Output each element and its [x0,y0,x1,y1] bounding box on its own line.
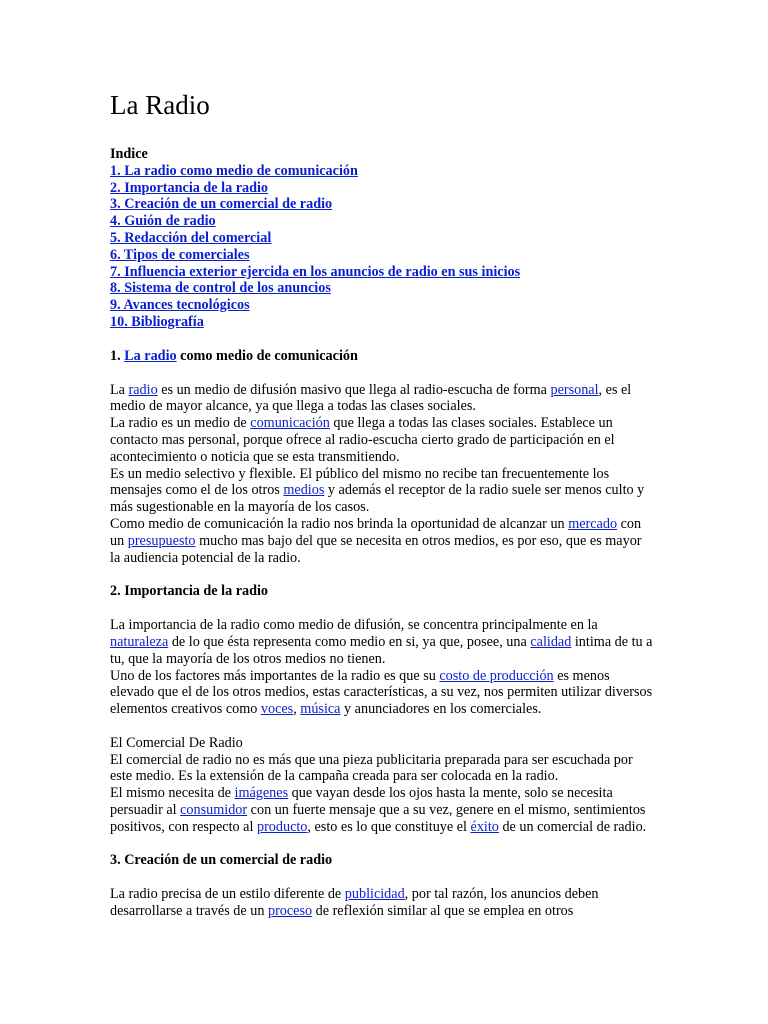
toc-link-4[interactable]: 4. Guión de radio [110,213,216,230]
text-run: Uno de los factores más importantes de la radio es que su [110,667,440,684]
text-run: es un medio de difusión masivo que llega al radio-escucha de forma [157,381,551,398]
toc-link-5[interactable]: 5. Redacción del comercial [110,229,272,246]
text-run: Es un medio selectivo y flexible. El público del mismo no recibe tan frecuentemente los mensajes como el de los otros [110,465,610,499]
inline-link[interactable]: comunicación [250,415,330,432]
section-3-heading: 3. Creación de un comercial de radio [110,852,333,869]
paragraph [110,516,655,566]
inline-link[interactable]: imágenes [234,785,289,802]
text-run: intima de tu a tu, que la mayoría de los otros medios no tienen. [110,633,653,667]
toc-heading: Indice [110,146,148,162]
text-run: El comercial de radio no es más que una pieza publicitaria preparada para ser escuchada por este medio. Es la extensión de la campaña creada para ser colocada en la radio. [110,751,633,785]
toc-link-9[interactable]: 9. Avances tecnológicos [110,297,250,314]
text-run: La [110,381,129,398]
paragraph [110,668,655,718]
section-2-heading: 2. Importancia de la radio [110,583,269,600]
text-run: La radio es un medio de [110,415,251,432]
toc-link-10[interactable]: 10. Bibliografía [110,313,204,330]
toc-link-1[interactable]: 1. La radio como medio de comunicación [110,162,358,179]
text-run: , [293,701,301,718]
toc-link-6[interactable]: 6. Tipos de comerciales [110,246,250,263]
inline-link[interactable]: proceso [267,903,313,920]
inline-link[interactable]: medios [283,482,325,499]
toc-link-2[interactable]: 2. Importancia de la radio [110,179,269,196]
inline-link[interactable]: presupuesto [127,532,196,549]
toc-link-8[interactable]: 8. Sistema de control de los anuncios [110,280,331,297]
subheading: El Comercial De Radio [110,734,243,751]
page-title: La Radio [110,90,210,120]
paragraph [110,785,655,835]
text-run: Como medio de comunicación la radio nos brinda la oportunidad de alcanzar un [110,515,569,532]
paragraph [110,415,655,465]
text-run: que vayan desde los ojos hasta la mente, solo se necesita persuadir al [110,785,613,818]
inline-link[interactable]: costo de producción [439,667,554,684]
text-run: de reflexión similar al que se emplea en otros [312,903,574,920]
spacer [110,718,655,735]
inline-link[interactable]: personal [550,381,599,398]
toc-link-3[interactable]: 3. Creación de un comercial de radio [110,196,333,213]
text-run: con un [110,515,642,549]
text-run: que llega a todas las clases sociales. Establece un contacto mas personal, porque ofrece al radio-escucha cierto grado de participación en el acontecimiento o noticia que se esta transmitiendo. [110,415,615,465]
section-1-heading-prefix: 1. [110,347,125,364]
paragraph [110,466,655,516]
text-run: y además el receptor de la radio suele ser menos culto y más sugestionable en la mayoría de los casos. [110,482,645,516]
inline-link[interactable]: voces [260,701,294,718]
text-run: , por tal razón, los anuncios deben desarrollarse a través de un [110,886,599,920]
text-run: , es el medio de mayor alcance, ya que llega a todas las clases sociales. [110,381,632,415]
toc-link-7[interactable]: 7. Influencia exterior ejercida en los anuncios de radio en sus inicios [110,263,521,280]
text-run: mucho mas bajo del que se necesita en otros medios, es por eso, que es mayor la audiencia potencial de la radio. [110,532,642,566]
inline-link[interactable]: éxito [470,818,499,835]
inline-link[interactable]: consumidor [180,801,248,818]
inline-link[interactable]: calidad [530,633,572,650]
text-run: con un fuerte mensaje que a su vez, genere en el mismo, sentimientos positivos, con respecto al [110,801,646,835]
paragraph [110,886,655,920]
text-run: es menos elevado que el de los otros medios, estas características, a su vez, nos permiten utilizar diversos elementos creativos como [110,667,653,718]
section-1-heading-link[interactable]: La radio [124,347,177,364]
section-1-heading-suffix: como medio de comunicación [176,347,358,364]
document-page [110,88,655,920]
inline-link[interactable]: producto [256,818,308,835]
paragraph [110,617,655,667]
inline-link[interactable]: música [300,701,341,718]
paragraph [110,382,655,416]
inline-link[interactable]: naturaleza [110,633,169,650]
text-run: , esto es lo que constituye el [307,818,471,835]
text-run: de un comercial de radio. [498,818,647,835]
text-run: El mismo necesita de [110,785,235,802]
section-1-heading [110,348,655,365]
table-of-contents [110,146,655,331]
inline-link[interactable]: publicidad [344,886,405,903]
inline-link[interactable]: radio [128,381,158,398]
paragraph [110,752,655,786]
text-run: y anunciadores en los comerciales. [340,701,542,718]
inline-link[interactable]: mercado [568,515,618,532]
text-run: La importancia de la radio como medio de difusión, se concentra principalmente en la [110,617,598,634]
text-run: La radio precisa de un estilo diferente de [110,886,345,903]
text-run: de lo que ésta representa como medio en si, ya que, posee, una [168,633,531,650]
